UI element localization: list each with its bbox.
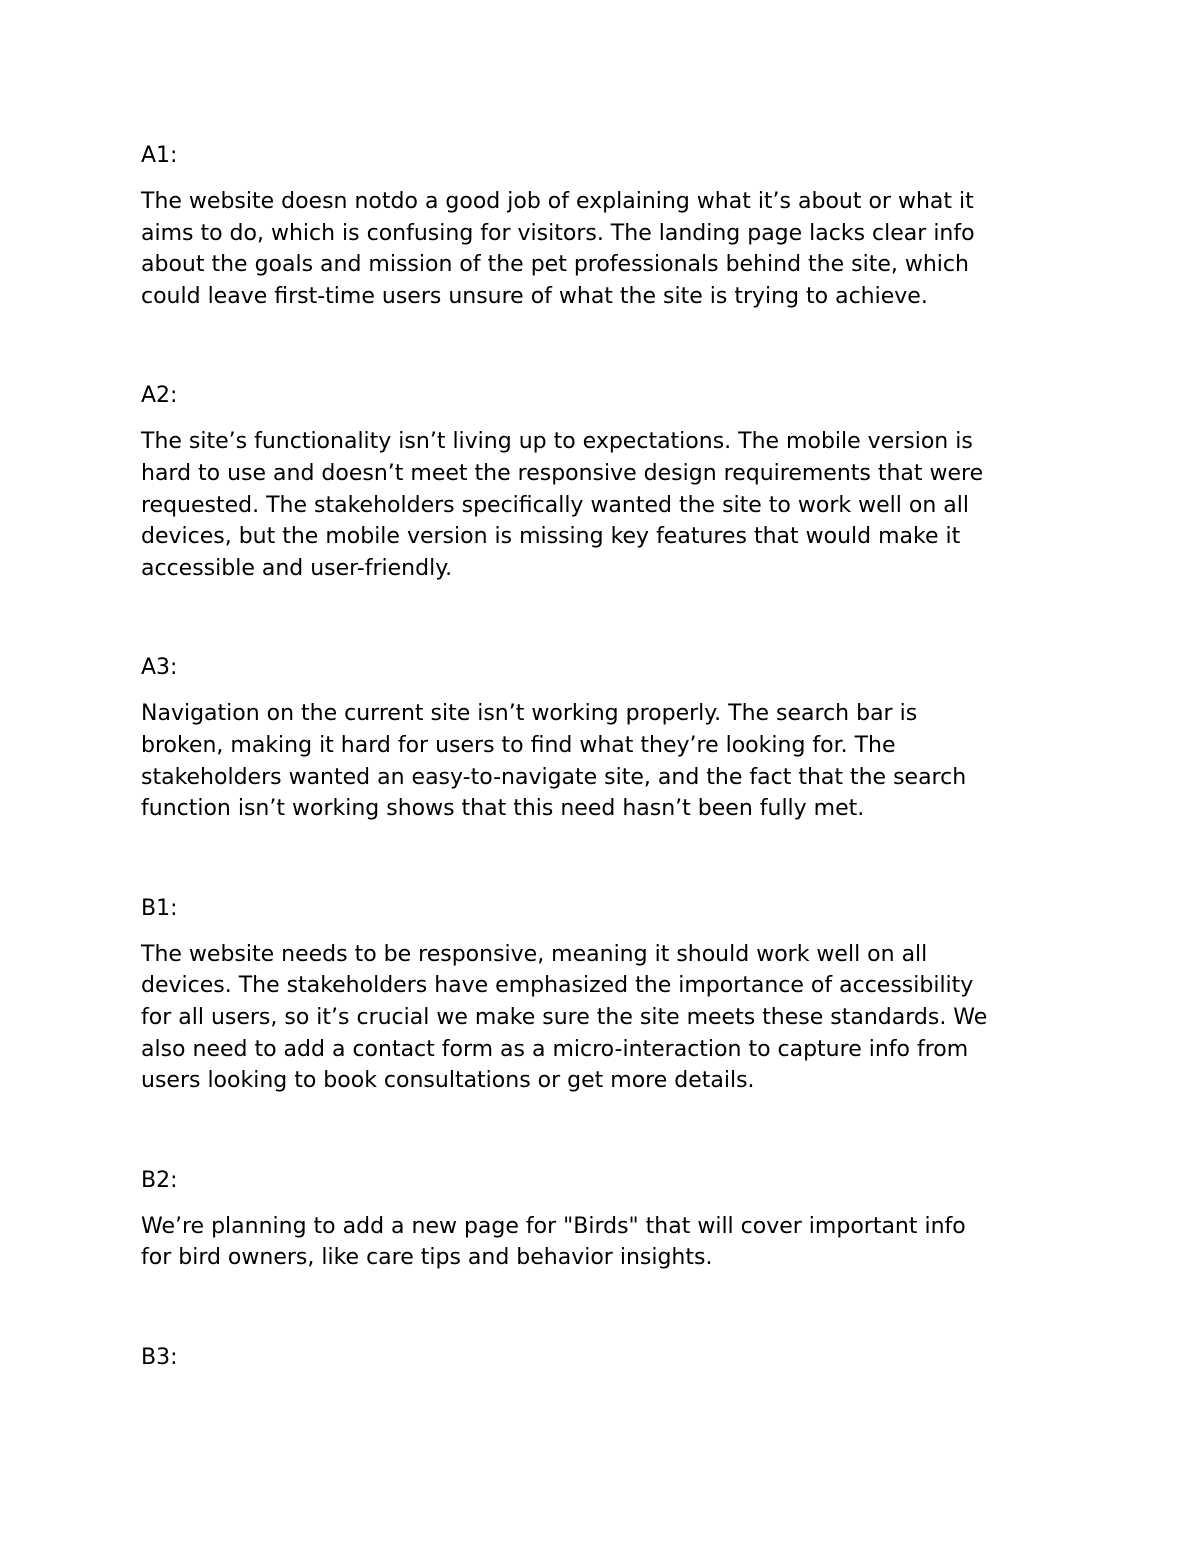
section-body: Navigation on the current site isn’t working properly. The search bar is broken, making it hard for users to find what they’re looking for. The stakeholders wanted an easy-to-navigate site, and the fact that the search function isn’t working shows that this need hasn’t been fully met. [141, 701, 967, 822]
section-body: We’re planning to add a new page for "Birds" that will cover important info for bird owners, like care tips and behavior insights. [141, 1213, 966, 1271]
document-page [141, 140, 1061, 1442]
section-a2 [141, 380, 1061, 584]
section-b3 [141, 1342, 1061, 1374]
section-a3 [141, 652, 1061, 824]
section-heading: B3: [141, 1344, 178, 1370]
section-body: The website doesn notdo a good job of explaining what it’s about or what it aims to do, which is confusing for visitors. The landing page lacks clear info about the goals and mission of the pet professionals behind the site, which could leave first-time users unsure of what the site is trying to achieve. [141, 189, 975, 309]
section-heading: B2: [141, 1167, 178, 1193]
section-b1 [141, 893, 1061, 1097]
section-body: The site’s functionality isn’t living up to expectations. The mobile version is hard to use and doesn’t meet the responsive design requirements that were requested. The stakeholders specifically wanted the site to work well on all devices, but the mobile version is missing key features that would make it accessible and user-friendly. [141, 429, 984, 581]
section-heading: A1: [141, 143, 178, 168]
section-heading: A2: [141, 383, 178, 409]
section-b2 [141, 1165, 1061, 1274]
section-heading: B1: [141, 895, 178, 921]
section-body: The website needs to be responsive, meaning it should work well on all devices. The stakeholders have emphasized the importance of accessibility for all users, so it’s crucial we make sure the site meets these standards. We also need to add a contact form as a micro-interaction to capture info from users looking to book consultations or get more details. [141, 941, 988, 1094]
section-heading: A3: [141, 655, 178, 681]
section-a1 [141, 140, 1061, 312]
